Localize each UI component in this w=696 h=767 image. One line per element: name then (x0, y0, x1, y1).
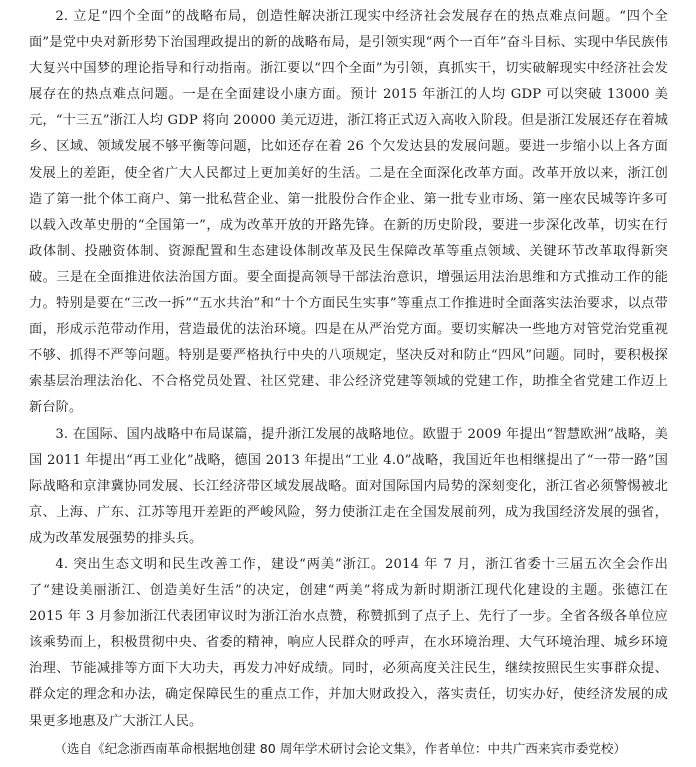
paragraph-international-strategy: 3. 在国际、国内战略中布局谋篇，提升浙江发展的战略地位。欧盟于 2009 年提出“智慧欧洲”战略，美国 2011 年提出“再工业化”战略，德国 2013 年提出“工业 4.0”战略，我国近年也相继提出了“一带一路”国际战略和京津冀协同发展、长江经济带区域发展战略。面对国际国内局势的深刻变化，浙江省必须警惕被北京、上海、广东、江苏等甩开差距的严峻风险，努力使浙江走在全国发展前列，成为我国经济发展的强省，成为改革发展强势的排头兵。 (29, 426, 668, 546)
paragraph-strategy-four-comprehensives: 2. 立足“四个全面”的战略布局，创造性解决浙江现实中经济社会发展存在的热点难点问题。“四个全面”是党中央对新形势下治国理政提出的新的战略布局，是引领实现“两个一百年”奋斗目标、实现中华民族伟大复兴中国梦的理论指导和行动指南。浙江要以“四个全面”为引领，真抓实干，切实破解现实中经济社会发展存在的热点难点问题。一是在全面建设小康方面。预计 2015 年浙江的人均 GDP 可以突破 13000 美元，“十三五”浙江人均 GDP 将向 20000 美元迈进，浙江将正式迈入高收入阶段。但是浙江发展还存在着城乡、区域、领域发展不够平衡等问题，比如还存在着 26 个欠发达县的发展问题。要进一步缩小以上各方面发展上的差距，使全省广大人民都过上更加美好的生活。二是在全面深化改革方面。改革开放以来，浙江创造了第一批个体工商户、第一批私营企业、第一批股份合作企业、第一批专业市场、第一座农民城等许多可以载入改革史册的“全国第一”，成为改革开放的开路先锋。在新的历史阶段，要进一步深化改革，切实在行政体制、投融资体制、资源配置和生态建设体制改革及民生保障改革等重点领域、关键环节改革取得新突破。三是在全面推进依法治国方面。要全面提高领导干部法治意识，增强运用法治思维和方式推动工作的能力。特别是要在“三改一拆”“五水共治”和“十个方面民生实事”等重点工作推进时全面落实法治要求，以点带面，形成示范带动作用，营造最优的法治环境。四是在从严治党方面。要切实解决一些地方对管党治党重视不够、抓得不严等问题。特别是要严格执行中央的八项规定，坚决反对和防止“四风”问题。同时，要积极探索基层治理法治化、不合格党员处置、社区党建、非公经济党建等领域的党建工作，助推全省党建工作迈上新台阶。 (29, 9, 668, 416)
paragraph-ecology-livelihood: 4. 突出生态文明和民生改善工作，建设“两美”浙江。2014 年 7 月，浙江省委十三届五次全会作出了“建设美丽浙江、创造美好生活”的决定，创建“两美”将成为新时期浙江现代化建设的主题。张德江在 2015 年 3 月参加浙江代表团审议时为浙江治水点赞，称赞抓到了点子上、先行了一步。全省各级各单位应该乘势而上，积极贯彻中央、省委的精神，响应人民群众的呼声，在水环境治理、大气环境治理、城乡环境治理、节能减排等方面下大功夫，再发力冲好成绩。同时，必须高度关注民生，继续按照民生实事群众提、群众定的理念和办法，确定保障民生的重点工作，并加大财政投入，落实责任，切实办好，使经济发展的成果更多地惠及广大浙江人民。 (29, 556, 668, 729)
source-note: （选自《纪念浙西南革命根据地创建 80 周年学术研讨会论文集》，作者单位：中共广西来宾市委党校） (54, 740, 627, 756)
